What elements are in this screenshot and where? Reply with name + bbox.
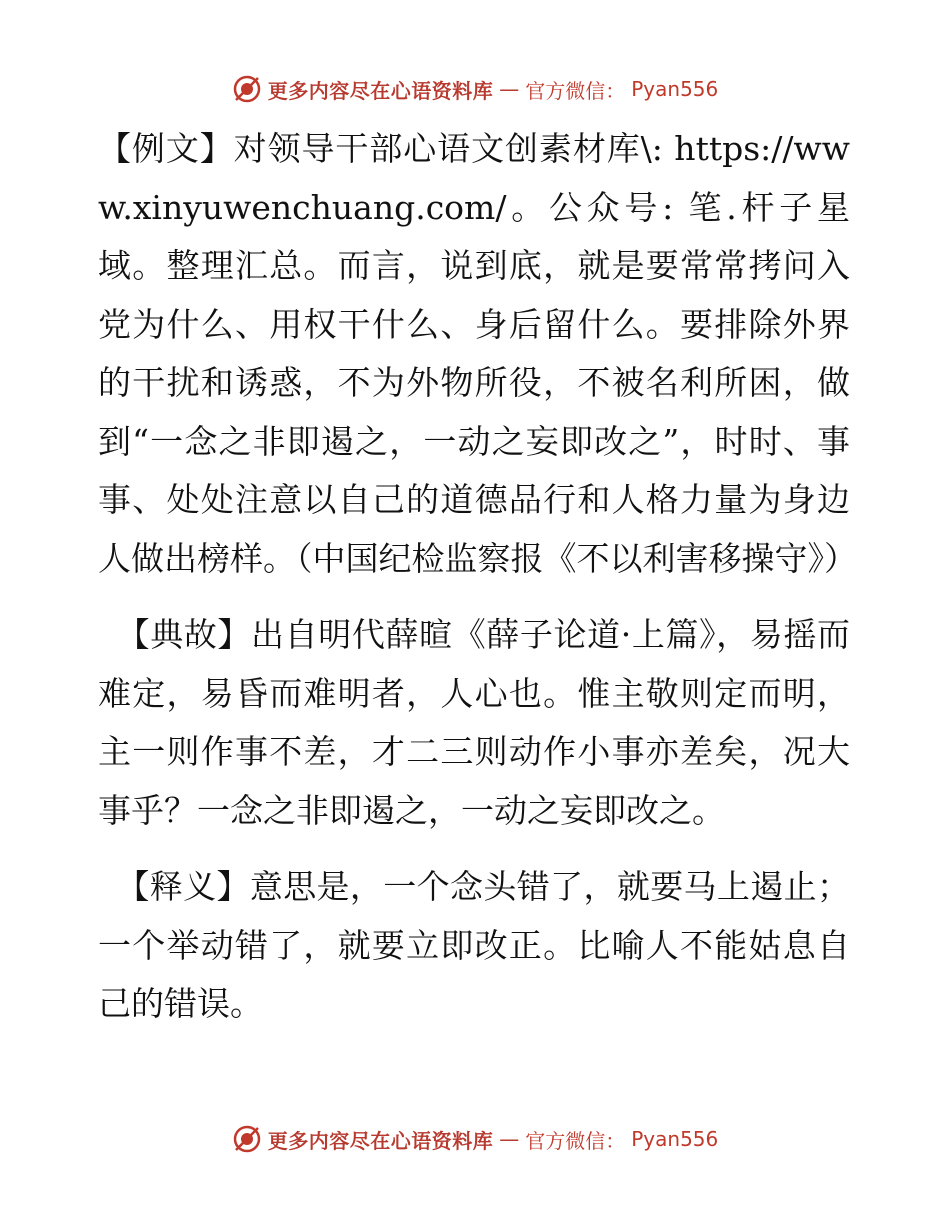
paragraph-text: 意思是，一个念头错了，就要马上遏止；一个举动错了，就要立即改正。比喻人不能姑息自己的错误。	[98, 867, 851, 1023]
watermark-handle-id: Pyan556	[631, 1127, 719, 1151]
paragraph-tag: 【典故】	[116, 615, 252, 654]
watermark-separator: —	[499, 77, 520, 101]
watermark-handle-id: Pyan556	[631, 77, 719, 101]
watermark-text: 更多内容尽在心语资料库	[267, 1128, 494, 1153]
watermark-text: 更多内容尽在心语资料库	[267, 78, 494, 103]
header-watermark	[0, 74, 950, 104]
paragraph-meaning	[98, 858, 850, 1034]
paragraph-text: 对领导干部心语文创素材库\: https://www.xinyuwenchuang.com/。公众号: 笔.杆子星域。整理汇总。而言，说到底，就是要常常拷问入党为什么、用权干什么、身后留什么。要排除外界的干扰和诱惑，不为外物所役，不被名利所困，做到“一念之非即遏之，一动之妄即改之”，时时、事事、处处注意以自己的道德品行和人格力量为身边人做出榜样。（中国纪检监察报《不以利害移操守》）	[98, 129, 857, 578]
paragraph-tag: 【例文】	[98, 129, 234, 168]
paragraph-allusion	[98, 606, 850, 840]
watermark-separator: —	[499, 1127, 520, 1151]
quill-seal-icon	[232, 74, 262, 104]
document-body	[98, 120, 857, 1052]
paragraph-tag: 【释义】	[116, 867, 250, 906]
paragraph-text: 出自明代薛暄《薛子论道·上篇》，易摇而难定，易昏而难明者，人心也。惟主敬则定而明，主一则作事不差，才二三则动作小事亦差矣，况大事乎？一念之非即遏之，一动之妄即改之。	[98, 615, 850, 830]
quill-seal-icon	[232, 1124, 262, 1154]
footer-watermark	[0, 1124, 950, 1154]
watermark-handle-label: 官方微信：	[525, 78, 626, 103]
paragraph-example	[98, 120, 857, 588]
watermark-handle-label: 官方微信：	[525, 1128, 626, 1153]
